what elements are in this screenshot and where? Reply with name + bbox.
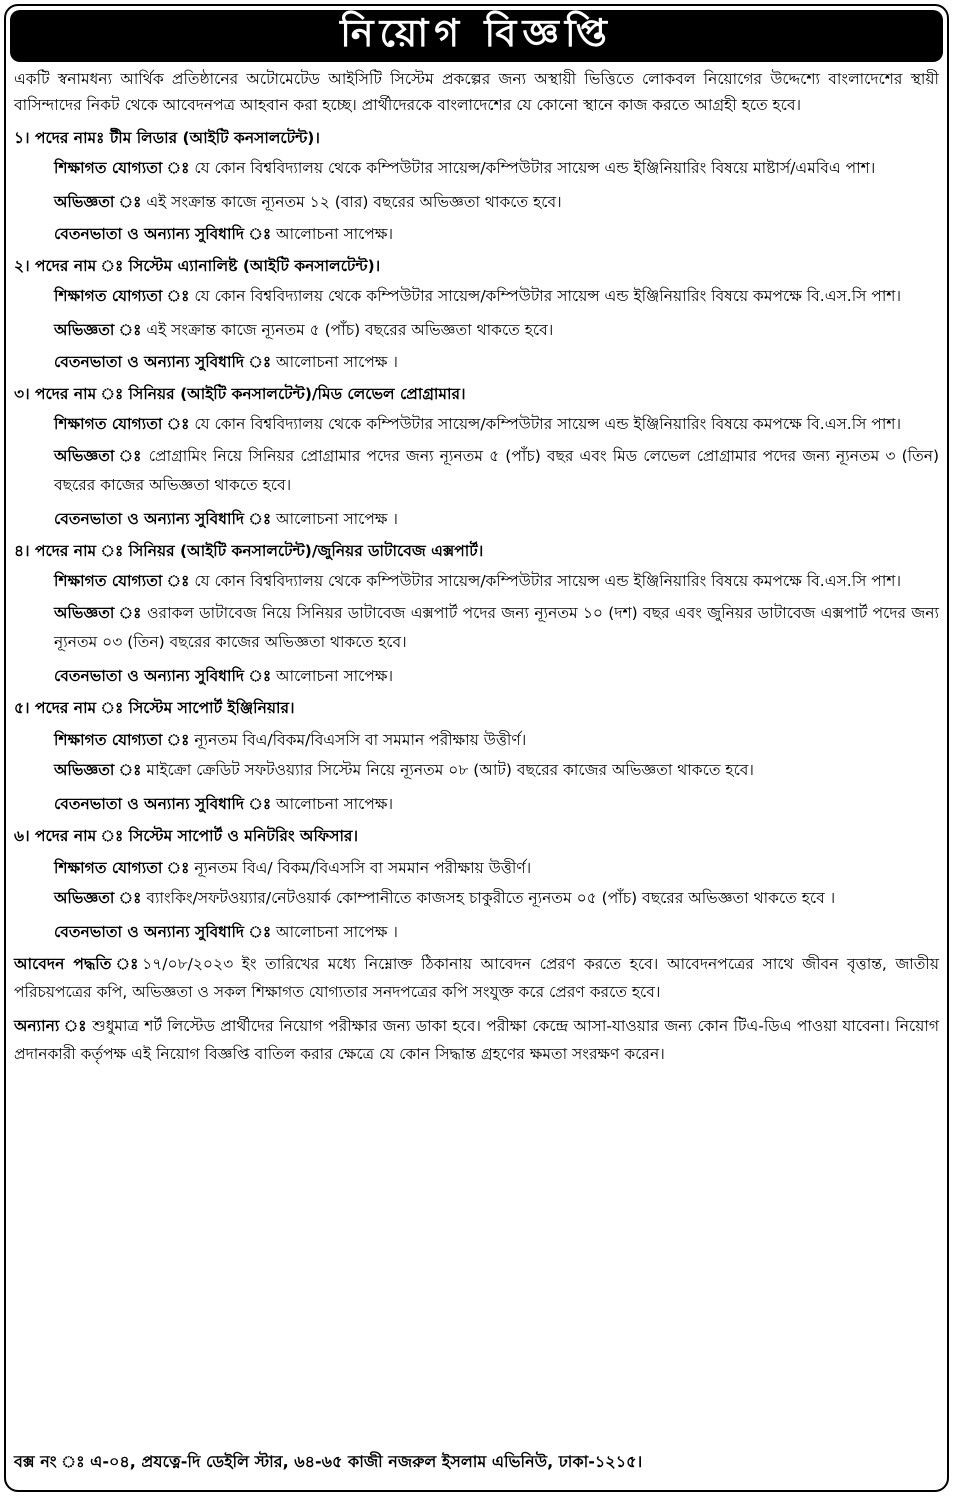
education-item bbox=[14, 852, 939, 884]
education-text: যে কোন বিশ্ববিদ্যালয় থেকে কম্পিউটার সায়েন্স/কম্পিউটার সায়েন্স এন্ড ইঞ্জিনিয়ারিং বিষয়ে কমপক্ষে বি.এস.সি পাশ। bbox=[194, 287, 902, 305]
post-section-4 bbox=[14, 535, 939, 692]
education-text: যে কোন বিশ্ববিদ্যালয় থেকে কম্পিউটার সায়েন্স/কম্পিউটার সায়েন্স এন্ড ইঞ্জিনিয়ারিং বিষয়ে কমপক্ষে বি.এস.সি পাশ। bbox=[194, 415, 902, 433]
education-label: শিক্ষাগত যোগ্যতা ঃ bbox=[54, 287, 190, 305]
salary-text: আলোচনা সাপেক্ষ। bbox=[276, 225, 394, 243]
experience-item bbox=[14, 599, 939, 657]
education-label: শিক্ষাগত যোগ্যতা ঃ bbox=[54, 415, 190, 433]
education-item bbox=[14, 724, 939, 756]
education-item bbox=[14, 282, 939, 311]
education-label: শিক্ষাগত যোগ্যতা ঃ bbox=[54, 572, 190, 590]
salary-label: বেতনভাতা ও অন্যান্য সুবিধাদি ঃ bbox=[54, 795, 272, 813]
salary-label: বেতনভাতা ও অন্যান্য সুবিধাদি ঃ bbox=[54, 353, 272, 371]
salary-item bbox=[14, 503, 939, 535]
post-section-1 bbox=[14, 122, 939, 250]
salary-text: আলোচনা সাপেক্ষ । bbox=[276, 353, 398, 371]
experience-item bbox=[14, 884, 939, 913]
education-label: শিক্ষাগত যোগ্যতা ঃ bbox=[54, 159, 190, 177]
experience-text: ওরাকল ডাটাবেজ নিয়ে সিনিয়র ডাটাবেজ এক্সপার্ট পদের জন্য ন্যূনতম ১০ (দশ) বছর এবং জুনিয়র ডাটাবেজ এক্সপার্ট পদের জন্য ন্যূনতম ০৩ (তিন) বছরের কাজের অভিজ্ঞতা থাকতে হবে। bbox=[54, 604, 939, 651]
post-heading: ৬। পদের নাম ঃ সিস্টেম সাপোর্ট ও মনিটরিং অফিসার। bbox=[14, 827, 359, 845]
experience-label: অভিজ্ঞতা ঃ bbox=[54, 604, 142, 622]
salary-label: বেতনভাতা ও অন্যান্য সুবিধাদি ঃ bbox=[54, 667, 272, 685]
experience-text: প্রোগ্রামিং নিয়ে সিনিয়র প্রোগ্রামার পদের জন্য ন্যূনতম ৫ (পাঁচ) বছর এবং মিড লেভেল প্রোগ্রামার পদের জন্য ন্যূনতম ৩ (তিন) বছরের কাজের অভিজ্ঞতা থাকতে হবে। bbox=[54, 447, 939, 494]
salary-text: আলোচনা সাপেক্ষ । bbox=[276, 510, 398, 528]
application-label: আবেদন পদ্ধতি ঃ bbox=[14, 955, 143, 973]
experience-label: অভিজ্ঞতা ঃ bbox=[54, 889, 142, 907]
education-label: শিক্ষাগত যোগ্যতা ঃ bbox=[54, 731, 190, 749]
post-section-2 bbox=[14, 250, 939, 378]
education-item bbox=[14, 410, 939, 439]
post-heading: ২। পদের নাম ঃ সিস্টেম এ্যানালিষ্ট (আইটি কনসালটেন্ট)। bbox=[14, 257, 381, 275]
post-heading: ৩। পদের নাম ঃ সিনিয়র (আইটি কনসালটেন্ট)/মিড লেভেল প্রোগ্রামার। bbox=[14, 385, 466, 403]
application-text: ১৭/০৮/২০২৩ ইং তারিখের মধ্যে নিম্নোক্ত ঠিকানায় আবেদন প্রেরণ করতে হবে। আবেদনপত্রের সাথে জীবন বৃত্তান্ত, জাতীয় পরিচয়পত্রের কপি, অভিজ্ঞতা ও সকল শিক্ষাগত যোগ্যতার সনদপত্রের কপি সংযুক্ত করে প্রেরণ করতে হবে। bbox=[14, 955, 939, 1001]
post-heading: ৫। পদের নাম ঃ সিস্টেম সাপোর্ট ইঞ্জিনিয়ার। bbox=[14, 699, 295, 717]
salary-label: বেতনভাতা ও অন্যান্য সুবিধাদি ঃ bbox=[54, 923, 272, 941]
experience-item bbox=[14, 756, 939, 785]
experience-text: মাইক্রো ক্রেডিট সফটওয়্যার সিস্টেম নিয়ে ন্যূনতম ০৮ (আট) বছরের কাজের অভিজ্ঞতা থাকতে হবে। bbox=[146, 761, 754, 779]
other-text: শুধুমাত্র শর্ট লিস্টেড প্রার্থীদের নিয়োগ পরীক্ষার জন্য ডাকা হবে। পরীক্ষা কেন্দ্রে আসা-যাওয়ার জন্য কোন টিএ-ডিএ পাওয়া যাবেনা। নিয়োগ প্রদানকারী কর্তৃপক্ষ এই নিয়োগ বিজ্ঞপ্তি বাতিল করার ক্ষেত্রে যে কোন সিদ্ধান্ত গ্রহণের ক্ষমতা সংরক্ষণ করেন। bbox=[14, 1017, 939, 1063]
experience-label: অভিজ্ঞতা ঃ bbox=[54, 321, 142, 339]
experience-text: এই সংক্রান্ত কাজে ন্যূনতম ৫ (পাঁচ) বছরের অভিজ্ঞতা থাকতে হবে। bbox=[146, 321, 554, 339]
other-conditions bbox=[14, 1012, 939, 1068]
experience-item bbox=[14, 442, 939, 500]
address-footer: বক্স নং ঃ এ-০৪, প্রযত্নে-দি ডেইলি স্টার, ৬৪-৬৫ কাজী নজরুল ইসলাম এভিনিউ, ঢাকা-১২১৫। bbox=[14, 1452, 643, 1471]
application-method bbox=[14, 950, 939, 1006]
experience-label: অভিজ্ঞতা ঃ bbox=[54, 193, 142, 211]
experience-text: ব্যাংকিং/সফটওয়্যার/নেটওয়ার্ক কোম্পানীতে কাজসহ চাকুরীতে ন্যূনতম ০৫ (পাঁচ) বছরের অভিজ্ঞতা থাকতে হবে । bbox=[146, 889, 836, 907]
post-section-3 bbox=[14, 378, 939, 535]
notice-frame bbox=[4, 4, 949, 1492]
other-label: অন্যান্য ঃ bbox=[14, 1017, 87, 1035]
salary-text: আলোচনা সাপেক্ষ। bbox=[276, 667, 394, 685]
salary-text: আলোচনা সাপেক্ষ। bbox=[276, 795, 394, 813]
experience-text: এই সংক্রান্ত কাজে ন্যূনতম ১২ (বার) বছরের অভিজ্ঞতা থাকতে হবে। bbox=[146, 193, 562, 211]
salary-item bbox=[14, 346, 939, 378]
education-text: যে কোন বিশ্ববিদ্যালয় থেকে কম্পিউটার সায়েন্স/কম্পিউটার সায়েন্স এন্ড ইঞ্জিনিয়ারিং বিষয়ে কমপক্ষে বি.এস.সি পাশ। bbox=[194, 572, 902, 590]
experience-item bbox=[14, 186, 939, 218]
post-section-6 bbox=[14, 820, 939, 948]
education-item bbox=[14, 567, 939, 596]
experience-label: অভিজ্ঞতা ঃ bbox=[54, 447, 143, 465]
title-banner bbox=[10, 10, 943, 62]
experience-label: অভিজ্ঞতা ঃ bbox=[54, 761, 142, 779]
education-text: ন্যূনতম বিএ/বিকম/বিএসসি বা সমমান পরীক্ষায় উত্তীর্ণ। bbox=[194, 731, 527, 749]
salary-label: বেতনভাতা ও অন্যান্য সুবিধাদি ঃ bbox=[54, 225, 272, 243]
page-title: নিয়োগ বিজ্ঞপ্তি bbox=[340, 10, 613, 55]
education-label: শিক্ষাগত যোগ্যতা ঃ bbox=[54, 859, 190, 877]
salary-item bbox=[14, 788, 939, 820]
post-heading: ১। পদের নামঃ টীম লিডার (আইটি কনসালটেন্ট)। bbox=[14, 129, 320, 147]
salary-label: বেতনভাতা ও অন্যান্য সুবিধাদি ঃ bbox=[54, 510, 272, 528]
education-text: যে কোন বিশ্ববিদ্যালয় থেকে কম্পিউটার সায়েন্স/কম্পিউটার সায়েন্স এন্ড ইঞ্জিনিয়ারিং বিষয়ে মাষ্টার্স/এমবিএ পাশ। bbox=[194, 159, 876, 177]
salary-item bbox=[14, 660, 939, 692]
education-text: ন্যূনতম বিএ/ বিকম/বিএসসি বা সমমান পরীক্ষায় উত্তীর্ণ। bbox=[194, 859, 532, 877]
post-section-5 bbox=[14, 692, 939, 820]
salary-item bbox=[14, 916, 939, 948]
intro-paragraph: একটি স্বনামধন্য আর্থিক প্রতিষ্ঠানের অটোমেটেড আইসিটি সিস্টেম প্রকল্পের জন্য অস্থায়ী ভিত্তিতে লোকবল নিয়োগের উদ্দেশ্যে বাংলাদেশের স্থায়ী বাসিন্দাদের নিকট থেকে আবেদনপত্র আহবান করা হচ্ছে। প্রার্থীদেরকে বাংলাদেশের যে কোনো স্থানে কাজ করতে আগ্রহী হতে হবে। bbox=[14, 70, 939, 114]
salary-text: আলোচনা সাপেক্ষ । bbox=[276, 923, 398, 941]
education-item bbox=[14, 154, 939, 183]
salary-item bbox=[14, 218, 939, 250]
experience-item bbox=[14, 314, 939, 346]
notice-body bbox=[14, 66, 939, 1074]
post-heading: ৪। পদের নাম ঃ সিনিয়র (আইটি কনসালটেন্ট)/জুনিয়র ডাটাবেজ এক্সপার্ট। bbox=[14, 542, 484, 560]
